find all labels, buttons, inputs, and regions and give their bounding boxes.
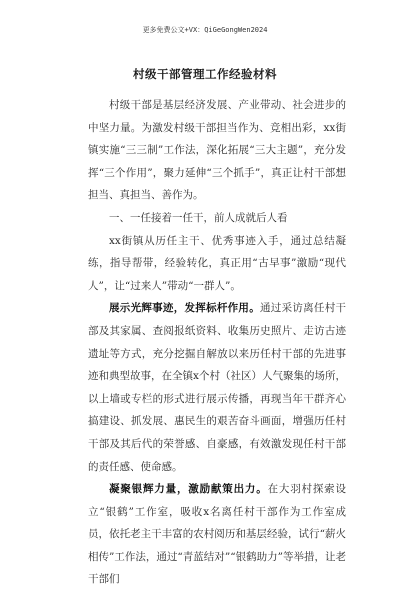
- header-note: 更多免费公文+VX：QiGeGongWen2024: [142, 26, 268, 34]
- paragraph-3-text: 在大羽村探索设立“银鹤”工作室，吸收x名离任村干部作为工作室成员，依托老主干丰富的农村阅历和基层经验，试行“薪火相传”工作法，通过“青蓝结对”“银鹤助力”等举措，让老干部们: [88, 483, 347, 586]
- paragraph-2-text: 通过采访离任村干部及其家属、查阅报纸资料、收集历史照片、走访古迹遗址等方式，充分挖掘自解放以来历任村干部的先进事迹和典型故事，在全镇x个村（社区）人气聚集的场所，以上墙或专栏的形式进行展示传播，再现当年干群齐心搞建设、抓发展、惠民生的艰苦奋斗画面，增强历任村干部及其后代的荣誉感、自豪感，有效激发现任村干部的责任感、使命感。: [88, 302, 346, 473]
- section-1-heading: 一、一任接着一任干，前人成就后人看: [109, 211, 288, 224]
- document-title: 村级干部管理工作经验材料: [133, 67, 277, 81]
- document-body: [88, 94, 346, 591]
- paragraph-3: [88, 478, 346, 591]
- paragraph-2: [88, 297, 346, 478]
- paragraph-3-lead: 凝聚银辉力量，激励献策出力。: [109, 483, 268, 496]
- intro-paragraph: 村级干部是基层经济发展、产业带动、社会进步的中坚力量。为激发村级干部担当作为、竞相出彩，xx街镇实施“三三制”工作法，深化拓展“三大主题”，充分发挥“三个作用”，聚力延伸“三个抓手”，真正让村干部想担当、真担当、善作为。: [88, 99, 346, 202]
- paragraph-2-lead: 展示光辉事迹，发挥标杆作用。: [109, 302, 260, 315]
- section-1-paragraph: xx街镇从历任主干、优秀事迹入手，通过总结凝练，指导帮带，经验转化，真正用“古早事”激励“现代人”，让“过来人”带动“一群人”。: [88, 234, 346, 292]
